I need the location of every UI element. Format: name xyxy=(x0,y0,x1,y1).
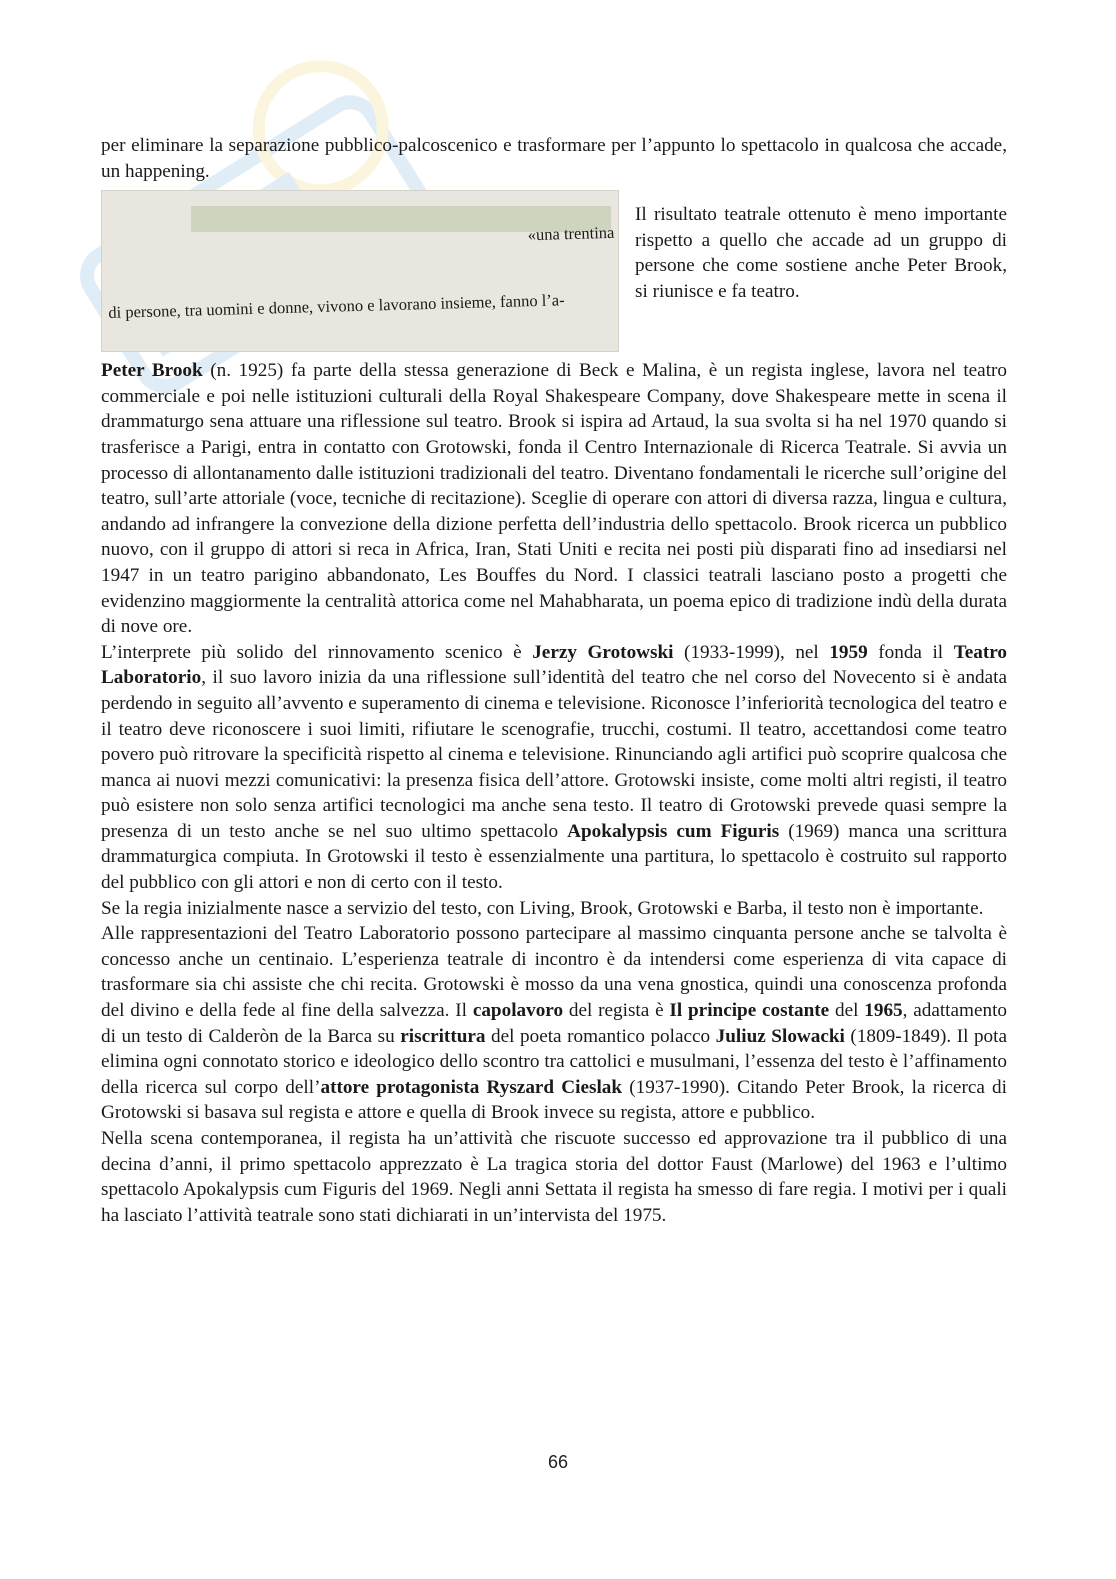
text-run: L’interprete più solido del rinnovamento scenico è xyxy=(101,641,533,663)
bold-run: Jerzy Grotowski xyxy=(532,641,674,663)
text-run: del poeta romantico polacco xyxy=(485,1025,716,1047)
scena-paragraph: Nella scena contemporanea, il regista ha un’attività che riscuote successo ed approvazione tra il pubblico di una decina d’anni, il primo spettacolo apprezzato è La tragica storia del dottor Faust (Marlowe) del 1963 e l’ultimo spettacolo Apokalypsis cum Figuris del 1969. Negli anni Settata il regista ha smesso di fare regia. I motivi per i quali ha lasciato l’attività teatrale sono stati dichiarati in un’intervista del 1975. xyxy=(101,1128,1007,1226)
bold-run: 1965 xyxy=(864,1000,903,1022)
brook-paragraph xyxy=(101,358,1007,640)
bold-run: Apokalypsis cum Figuris xyxy=(567,820,780,842)
text-run: (1809-1849). Il pota elimina ogni connotato storico e ideologico dello scontro tra cattolici e musulmani, l’essenza del testo è l’affinamento della ricerca sul corpo dell’ xyxy=(101,1025,1007,1098)
text-run: del regista è xyxy=(563,1000,670,1022)
bold-run: Il principe costante xyxy=(669,1000,830,1022)
bold-run: attore protagonista Ryszard Cieslak xyxy=(320,1076,623,1098)
text-run: fonda il xyxy=(867,641,954,663)
book-clipping-image xyxy=(101,190,619,352)
bold-run: Teatro Laboratorio xyxy=(101,641,1007,689)
bold-run: riscrittura xyxy=(400,1025,486,1047)
clipping-line: di persone, tra uomini e donne, vivono e lavorano insieme, fanno l’a- xyxy=(108,290,565,323)
text-run: , adattamento di un testo di Calderòn de la Barca su xyxy=(101,1000,1007,1047)
text-run: (1969) manca una scrittura drammaturgica compiuta. In Grotowski il testo è essenzialmente una partitura, lo spettacolo è costruito sul rapporto del pubblico con gli attori e non di certo con il testo. xyxy=(101,820,1007,894)
brook-name: Peter Brook xyxy=(101,360,203,382)
page-content xyxy=(101,133,1007,1228)
bold-run: Juliuz Slowacki xyxy=(715,1025,845,1047)
regia-paragraph: Se la regia inizialmente nasce a servizio del testo, con Living, Brook, Grotowski e Barba, il testo non è importante. xyxy=(101,897,984,919)
clipping-row xyxy=(101,190,1007,358)
side-paragraph: Il risultato teatrale ottenuto è meno importante rispetto a quello che accade ad un gruppo di persone che come sostiene anche Peter Brook, si riunisce e fa teatro. xyxy=(635,204,1007,302)
text-run: del xyxy=(829,1000,865,1022)
intro-paragraph: per eliminare la separazione pubblico-palcoscenico e trasformare per l’appunto lo spettacolo in qualcosa che accade, un happening. xyxy=(101,135,1007,182)
text-run: , il suo lavoro inizia da una riflessione sull’identità del teatro che nel corso del Novecento si è andata perdendo in seguito all’avvento e superamento di cinema e televisione. Riconosce l’inferiorità tecnologica del teatro e il teatro deve riconoscere i suoi limiti, rifiutare le scenografie, trucchi, costumi. Il teatro, accettandosi come teatro povero può ritrovare la specificità rispetto al cinema e televisione. Rinunciando agli artifici può scoprire qualcosa che manca ai nuovi mezzi comunicativi: la presenza fisica dell’attore. Grotowski insiste, come molti altri registi, il teatro può esistere non solo senza artifici tecnologici ma anche sena testo. Il teatro di Grotowski prevede quasi sempre la presenza di un testo anche se nel suo ultimo spettacolo xyxy=(101,667,1007,842)
page-number: 66 xyxy=(547,1452,569,1472)
clipping-line: «una trentina xyxy=(527,222,615,245)
brook-text: (n. 1925) fa parte della stessa generazione di Beck e Malina, è un regista inglese, lavora nel teatro commerciale e poi nelle istituzioni culturali della Royal Shakespeare Company, dove Shakespeare mette in scena il drammaturgo sena attuare una riflessione sul teatro. Brook si ispira ad Artaud, la sua svolta si ha nel 1970 quando si trasferisce a Parigi, entra in contatto con Grotowski, fonda il Centro Internazionale di Ricerca Teatrale. Si avvia un processo di allontanamento dalle istituzioni tradizionali del teatro. Diventano fondamentali le ricerche sull’origine del teatro, sull’arte attoriale (voce, tecniche di recitazione). Sceglie di operare con attori di diversa razza, lingua e cultura, andando ad infrangere la convezione della dizione perfetta dell’industria dello spettacolo. Brook ricerca un pubblico nuovo, con il gruppo di attori si reca in Africa, Iran, Stati Uniti e recita nei posti più disparati fino ad insediarsi nel 1947 in un teatro parigino abbandonato, Les Bouffes du Nord. I classici teatrali lasciano posto a progetti che evidenzino maggiormente la centralità attorica come nel Mahabharata, un poema epico di tradizione indù della durata di nove ore. xyxy=(101,360,1008,638)
bold-run: capolavoro xyxy=(472,1000,564,1022)
text-run: (1937-1990). Citando Peter Brook, la ricerca di Grotowski si basava sul regista e attore e quella di Brook invece su regista, attore e pubblico. xyxy=(101,1076,1007,1124)
clipping-text xyxy=(105,190,619,352)
text-run: Alle rappresentazioni del Teatro Laboratorio possono partecipare al massimo cinquanta persone anche se talvolta è concesso anche un centinaio. L’esperienza teatrale di incontro è da intendersi come esperienza di vita capace di trasformare sia chi assiste che chi recita. Grotowski è mosso da una vena gnostica, quindi una conoscenza profonda del divino e della fede al fine della salvezza. Il xyxy=(101,923,1007,1022)
text-run: (1933-1999), nel xyxy=(673,641,830,663)
bold-run: 1959 xyxy=(829,641,868,663)
laboratorio-paragraph xyxy=(101,921,1007,1126)
grotowski-paragraph xyxy=(101,640,1007,896)
